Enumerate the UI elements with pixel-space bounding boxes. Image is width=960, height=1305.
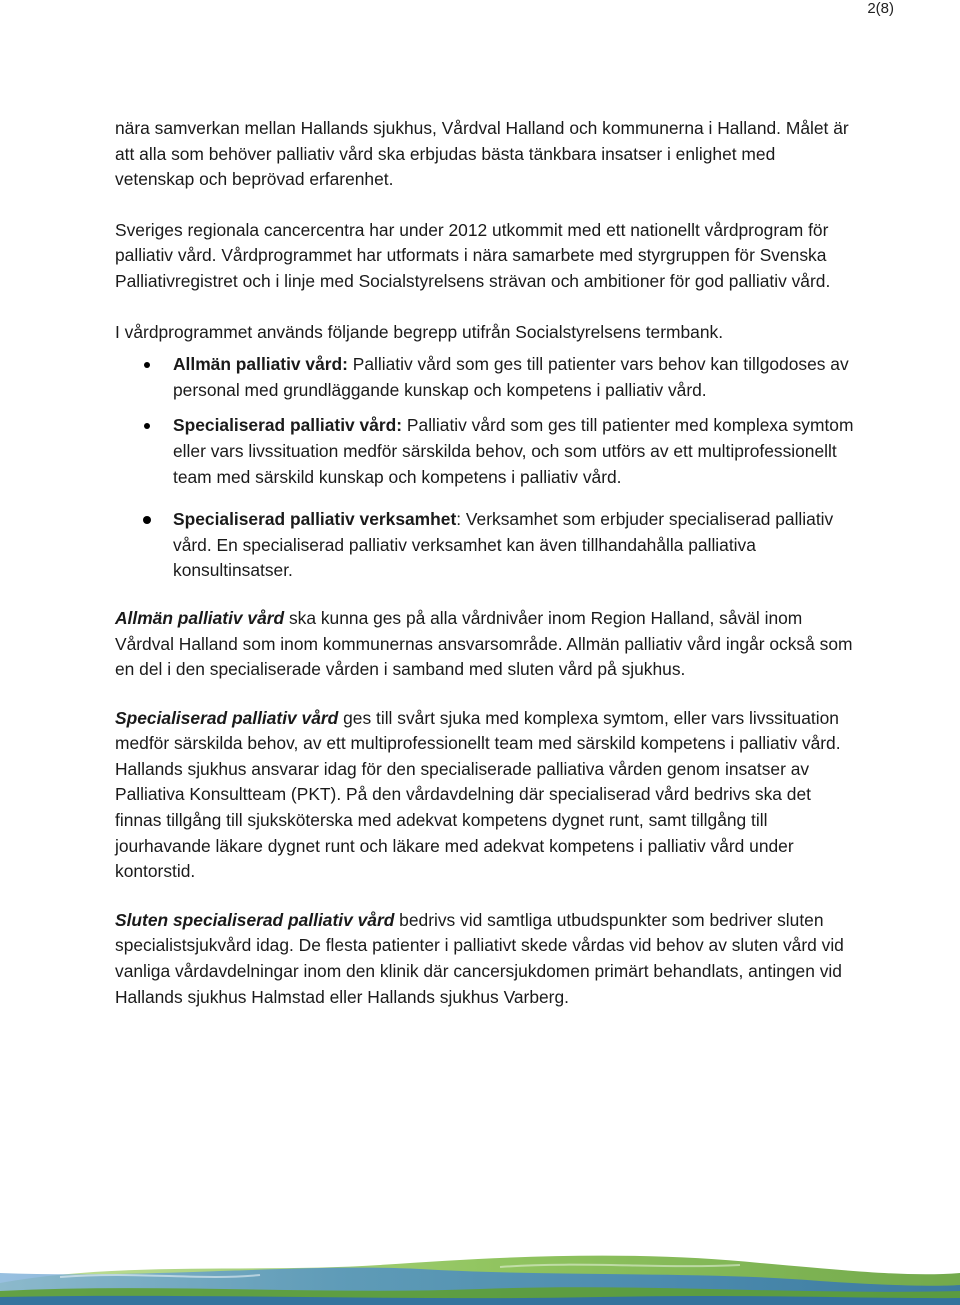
section-lead: Allmän palliativ vård [115, 607, 285, 628]
section-paragraph-specialiserad [115, 706, 855, 885]
section-text: bedrivs vid samtliga utbudspunkter som bedriver sluten specialistsjukvård idag. De flesta patienter i palliativt skede vårdas vid behov av sluten vård vid vanliga vårdavdelningar inom den klinik där cancersjukdomen primärt behandlats, antingen vid Hallands sjukhus Halmstad eller Hallands sjukhus Varberg. [115, 909, 844, 1007]
list-item [115, 413, 855, 490]
section-lead: Sluten specialiserad palliativ vård [115, 909, 395, 930]
bullet-icon [143, 516, 151, 524]
term-label: Allmän palliativ vård: [173, 354, 348, 375]
intro-paragraph-2: Sveriges regionala cancercentra har under 2012 utkommit med ett nationellt vårdprogram för palliativ vård. Vårdprogrammet har utformats i nära samarbete med styrgruppen för Svenska Palliativregistret och i linje med Socialstyrelsens strävan och ambitioner för god palliativ vård. [115, 219, 831, 291]
term-definition: : Verksamhet som erbjuder specialiserad palliativ vård. En specialiserad palliativ verksamhet kan även tillhandahålla palliativa konsultinsatser. [173, 509, 834, 581]
list-item [115, 352, 855, 403]
intro-paragraph-3: I vårdprogrammet används följande begrepp utifrån Socialstyrelsens termbank. [115, 321, 724, 342]
term-list [115, 352, 855, 584]
document-body [115, 116, 855, 1010]
page-number: 2(8) [867, 0, 894, 17]
list-item [115, 507, 855, 584]
term-definition: Palliativ vård som ges till patienter med komplexa symtom eller vars livssituation medför särskilda behov, och som utförs av ett multiprofessionellt team med särskild kunskap och kompetens i palliativ vård. [173, 415, 854, 487]
section-paragraph-allman [115, 606, 855, 683]
bullet-icon [144, 362, 150, 368]
section-text: ges till svårt sjuka med komplexa symtom, eller vars livssituation medför särskilda behov, av ett multiprofessionellt team med särskild kompetens i palliativ vård. Hallands sjukhus ansvarar idag för den specialiserade palliativa vården genom insatser av Palliativa Konsultteam (PKT). På den vårdavdelning där specialiserad vård bedrivs ska det finnas tillgång till sjuksköterska med adekvat kompetens dygnet runt, samt tillgång till jourhavande läkare dygnet runt och läkare med adekvat kompetens i palliativ vård under kontorstid. [115, 707, 841, 882]
section-text: ska kunna ges på alla vårdnivåer inom Region Halland, såväl inom Vårdval Halland som inom kommunernas ansvarsområde. Allmän palliativ vård ingår också som en del i den specialiserade vården i samband med sluten vård på sjukhus. [115, 607, 853, 680]
section-paragraph-sluten [115, 908, 855, 1010]
term-label: Specialiserad palliativ vård: [173, 415, 403, 436]
section-lead: Specialiserad palliativ vård [115, 707, 339, 728]
term-definition: Palliativ vård som ges till patienter vars behov kan tillgodoses av personal med grundläggande kunskap och kompetens i palliativ vård. [173, 354, 849, 400]
bullet-icon [144, 423, 150, 429]
intro-paragraph-1: nära samverkan mellan Hallands sjukhus, Vårdval Halland och kommunerna i Halland. Målet är att alla som behöver palliativ vård ska erbjudas bästa tänkbara insatser i enlighet med vetenskap och beprövad erfarenhet. [115, 118, 849, 190]
footer-landscape-graphic [0, 1243, 960, 1305]
term-label: Specialiserad palliativ verksamhet [173, 509, 457, 530]
